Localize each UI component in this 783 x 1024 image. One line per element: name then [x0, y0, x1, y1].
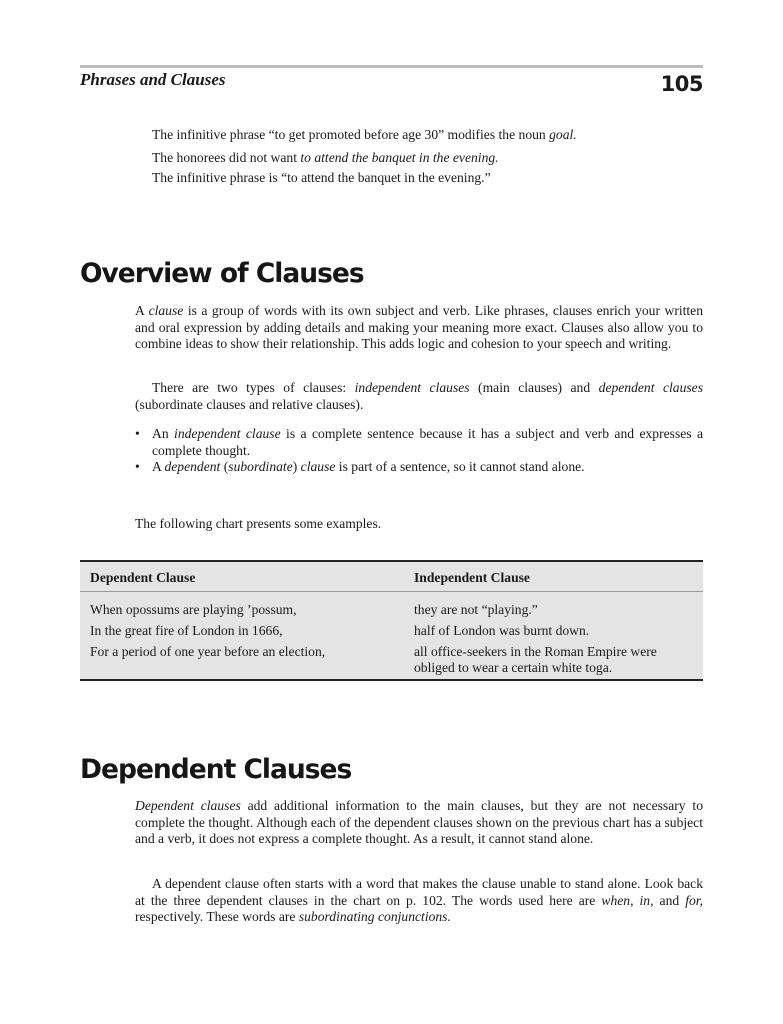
list-item: • An independent clause is a complete sentence because it has a subject and verb and expresses a complete thought. — [135, 426, 704, 458]
page-number: 105 — [660, 72, 703, 96]
running-head: Phrases and Clauses — [80, 70, 226, 89]
overview-paragraph-2: There are two types of clauses: independent clauses (main clauses) and dependent clauses (subordinate clauses and relative clauses). — [135, 380, 704, 412]
bullet-icon: • — [135, 459, 140, 474]
example-line-3: The infinitive phrase is “to attend the banquet in the evening.” — [152, 170, 491, 185]
table-cell: When opossums are playing ’possum, — [90, 602, 297, 617]
header-rule — [80, 65, 703, 68]
column-header-independent: Independent Clause — [414, 570, 530, 585]
overview-paragraph-1: A clause is a group of words with its own subject and verb. Like phrases, clauses enrich your written and oral expression by adding details and making your meaning more exact. Clauses also allow you to combine ideas to show their relationship. This adds logic and cohesion to your speech and writing. — [135, 303, 704, 351]
dependent-heading: Dependent Clauses — [80, 754, 352, 785]
overview-heading: Overview of Clauses — [80, 258, 364, 289]
table-cell: For a period of one year before an election, — [90, 644, 326, 659]
clause-types-list — [135, 426, 703, 476]
clause-table — [80, 560, 703, 681]
table-cell: In the great fire of London in 1666, — [90, 623, 283, 638]
chart-intro: The following chart presents some examples. — [135, 516, 382, 531]
example-line-2: The honorees did not want to attend the banquet in the evening. — [152, 150, 499, 165]
table-cell: they are not “playing.” — [414, 602, 538, 617]
example-line-1: The infinitive phrase “to get promoted before age 30” modifies the noun goal. — [152, 127, 577, 142]
table-cell: all office-seekers in the Roman Empire were obliged to wear a certain white toga. — [414, 644, 657, 675]
list-item: • A dependent (subordinate) clause is part of a sentence, so it cannot stand alone. — [135, 459, 585, 474]
bullet-icon: • — [135, 426, 140, 441]
dependent-paragraph-2: A dependent clause often starts with a word that makes the clause unable to stand alone. Look back at the three dependent clauses in the chart on p. 102. The words used here are when, in, and for, respectively. These words are subordinating conjunctions. — [135, 876, 703, 924]
dependent-paragraph-1: Dependent clauses add additional information to the main clauses, but they are not necessary to complete the thought. Although each of the dependent clauses shown on the previous chart has a subject and a verb, it does not express a complete thought. As a result, it cannot stand alone. — [135, 798, 703, 846]
table-cell: half of London was burnt down. — [414, 623, 590, 638]
column-header-dependent: Dependent Clause — [90, 570, 196, 585]
table-header — [80, 562, 703, 592]
